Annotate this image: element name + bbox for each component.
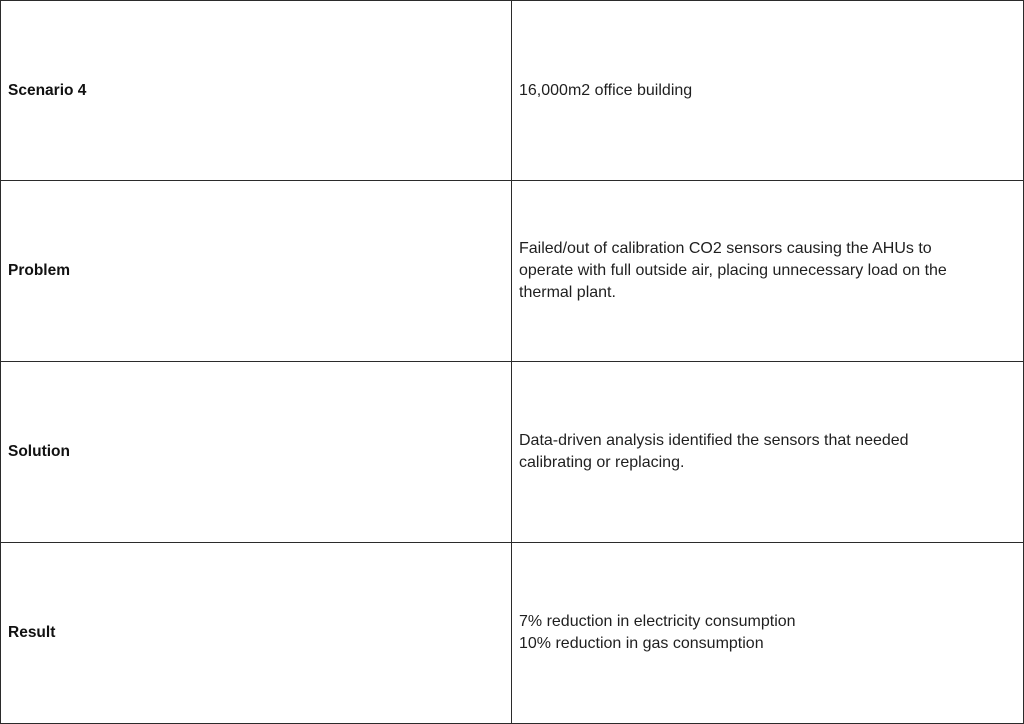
row-value-solution: Data-driven analysis identified the sensors that needed calibrating or replacing. <box>519 432 909 471</box>
row-label-result: Result <box>8 624 56 641</box>
row-value-cell-scenario <box>512 0 1024 181</box>
row-value-cell-problem <box>512 181 1024 362</box>
row-label-solution: Solution <box>8 443 70 460</box>
row-label-cell-problem <box>0 181 512 362</box>
row-label-cell-solution <box>0 362 512 543</box>
row-label-cell-result <box>0 543 512 724</box>
row-value-cell-result <box>512 543 1024 724</box>
row-value-cell-solution <box>512 362 1024 543</box>
row-label-problem: Problem <box>8 262 71 279</box>
row-value-scenario: 16,000m2 office building <box>519 81 693 99</box>
row-label-scenario: Scenario 4 <box>8 81 87 99</box>
row-value-problem: Failed/out of calibration CO2 sensors causing the AHUs to operate with full outside air, placing unnecessary load on the thermal plant. <box>519 240 947 301</box>
row-label-cell-scenario <box>0 0 512 181</box>
row-value-result: 7% reduction in electricity consumption 10% reduction in gas consumption <box>519 613 796 652</box>
